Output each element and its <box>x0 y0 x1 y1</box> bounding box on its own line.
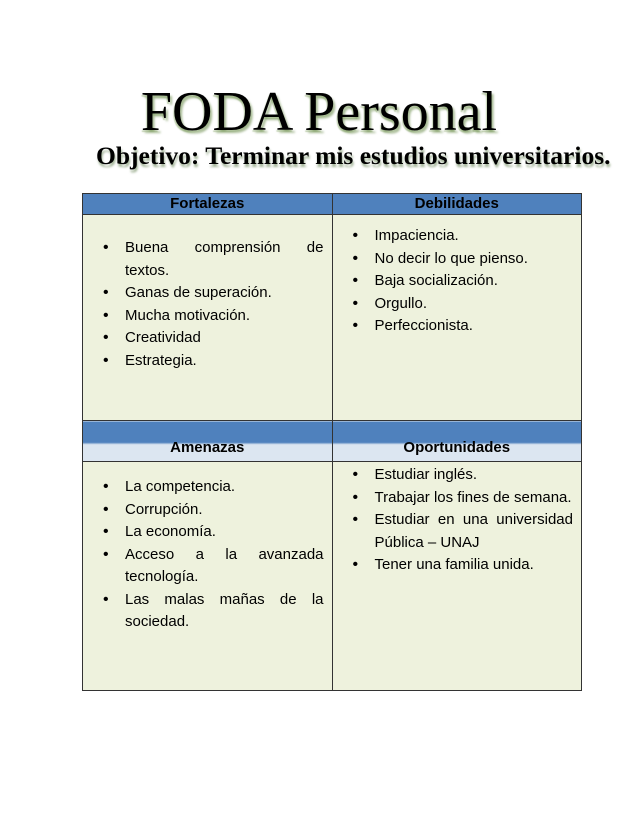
list-item: • Corrupción. <box>103 499 324 522</box>
list-item: • Ganas de superación. <box>103 282 324 305</box>
list-item: • Creatividad <box>103 327 324 350</box>
list-item: • Acceso a la avanzada tecnología. <box>103 544 324 589</box>
header-amenazas: Amenazas <box>83 421 333 462</box>
header-debilidades: Debilidades <box>332 194 582 215</box>
cell-fortalezas <box>83 215 333 421</box>
list-item: • Baja socialización. <box>353 270 574 293</box>
cell-debilidades <box>332 215 582 421</box>
list-item: • Impaciencia. <box>353 225 574 248</box>
list-item: • Estrategia. <box>103 350 324 373</box>
cell-amenazas <box>83 462 333 691</box>
list-item: • Las malas mañas de la sociedad. <box>103 589 324 634</box>
objective-subtitle: Objetivo: Terminar mis estudios universitarios. <box>96 141 611 170</box>
list-item: • No decir lo que pienso. <box>353 248 574 271</box>
header-oportunidades: Oportunidades <box>332 421 582 462</box>
list-item: • Perfeccionista. <box>353 315 574 338</box>
list-item: • Trabajar los fines de semana. <box>353 487 574 510</box>
list-item: • Estudiar en una universidad Pública – UNAJ <box>353 509 574 554</box>
list-item: • Orgullo. <box>353 293 574 316</box>
list-item: • Buena comprensión de textos. <box>103 237 324 282</box>
list-item: • Tener una familia unida. <box>353 554 574 577</box>
list-item: • La competencia. <box>103 476 324 499</box>
list-item: • Estudiar inglés. <box>353 464 574 487</box>
foda-table <box>82 193 582 691</box>
header-fortalezas: Fortalezas <box>83 194 333 215</box>
list-item: • La economía. <box>103 521 324 544</box>
list-item: • Mucha motivación. <box>103 305 324 328</box>
page-title: FODA Personal <box>140 81 498 143</box>
cell-oportunidades <box>332 462 582 691</box>
